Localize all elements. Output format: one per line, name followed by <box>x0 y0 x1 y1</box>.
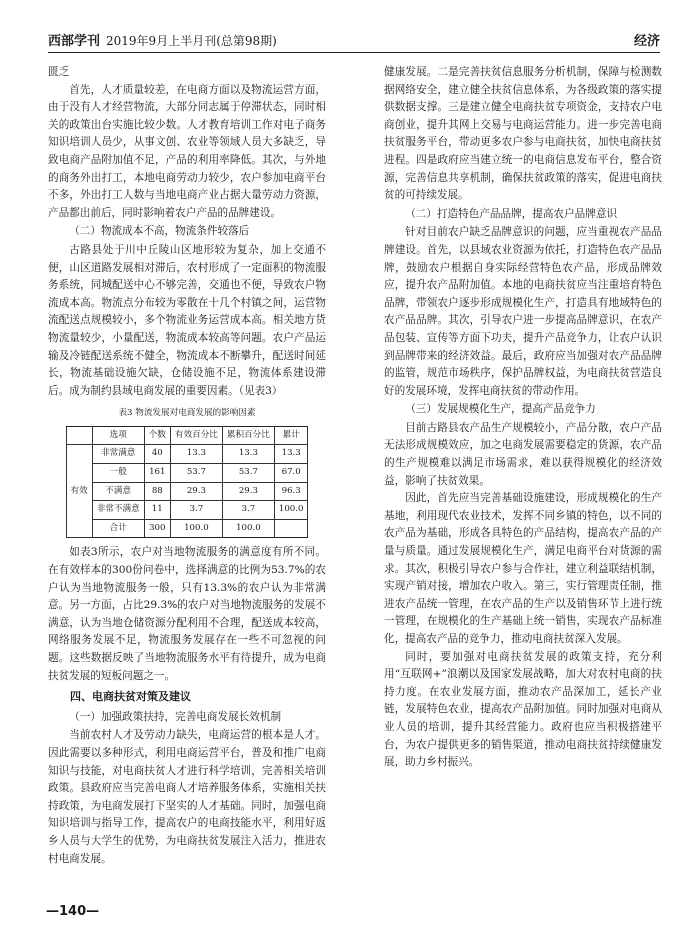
subsection-heading: （三）发展规模化生产，提高产品竞争力 <box>405 403 596 416</box>
table-cell: 3.7 <box>222 501 274 520</box>
table-cell: 合计 <box>92 519 144 538</box>
table-cell: 67.0 <box>274 464 308 483</box>
table-header-cell: 选项 <box>92 426 144 445</box>
table-cell: 13.3 <box>222 445 274 464</box>
subsection-heading: （一）加强政策扶持，完善电商发展长效机制 <box>69 710 282 723</box>
left-column <box>48 64 326 868</box>
table-cell <box>274 519 308 538</box>
table-cell: 非常满意 <box>92 445 144 464</box>
table-cell: 96.3 <box>274 482 308 501</box>
section-label: 经济 <box>633 34 660 49</box>
table-cell: 100.0 <box>170 519 222 538</box>
table-header-row <box>66 426 308 445</box>
table-caption: 表3 物流发展对电商发展的影响因素 <box>118 408 256 419</box>
paragraph: 首先，人才质量较差，在电商方面以及物流运营方面，由于没有人才经营物流，大部分同志属于停滞状态，同时相关的政策出台实施比较少数。人才教育培训工作对电子商务知识培训人员少，从事文创、农业等领域人员大多缺乏，导致电商产品附加值不足，产品的利用率降低。其次，与外地的商务外出打工，本地电商劳动力较少，农户参加电商平台不多，外出打工人数与当地电商产业占据大量劳动力资源，产品都出前后，同时影响着农户产品的品牌建设。 <box>48 83 326 219</box>
table-row <box>66 482 308 501</box>
paragraph: 如表3所示，农户对当地物流服务的满意度有所不同。在有效样本的300份问卷中，选择满意的比例为53.7%的农户认为当地物流服务一般，只有13.3%的农户认为非常满意。另一方面，占比29.3%的农户对当地物流服务的发展不满意，认为当地仓储资源分配利用不合理，配送成本较高，网络服务发展不足，物流服务发展存在一些不可忽视的问题。这些数据反映了当地物流服务水平有待提升，成为电商扶贫发展的短板问题之一。 <box>48 546 326 682</box>
table-row <box>66 445 308 464</box>
table-cell: 300 <box>144 519 170 538</box>
subsection-heading: （二）物流成本不高，物流条件较落后 <box>69 225 250 238</box>
table-cell: 一般 <box>92 464 144 483</box>
page-number: —140— <box>46 904 100 919</box>
table-group-cell: 有效 <box>66 445 92 538</box>
table-cell: 88 <box>144 482 170 501</box>
paragraph: 目前古路县农产品生产规模较小，产品分散，农户产品无法形成规模效应，加之电商发展需要稳定的货源，农产品的生产规模难以满足市场需求，难以获得规模化的经济效益，影响了扶贫效果。 <box>384 421 662 487</box>
table-header-cell: 有效百分比 <box>170 426 222 445</box>
subsection-heading: （二）打造特色产品品牌，提高农户品牌意识 <box>405 207 618 220</box>
table-cell: 13.3 <box>274 445 308 464</box>
table-cell: 3.7 <box>170 501 222 520</box>
journal-info <box>48 30 277 49</box>
table-cell: 29.3 <box>222 482 274 501</box>
paragraph: 针对目前农户缺乏品牌意识的问题，应当重视农产品品牌建设。首先，以县域农业资源为依托，打造特色农产品品牌，鼓励农户根据自身实际经营特色农产品，形成品牌效应，提升农产品附加值。本地的电商扶贫应当注重培育特色品牌，带领农户逐步形成规模化生产，打造具有地域特色的农产品品牌。其次，引导农户进一步提高品牌意识，在农产品包装、宣传等方面下功夫，提升产品竞争力，让农户认识到品牌带来的经济效益。最后，政府应当加强对农产品品牌的监管，规范市场秩序，保护品牌权益，为电商扶贫营造良好的发展环境，发挥电商扶贫的带动作用。 <box>384 226 662 397</box>
paragraph: 当前农村人才及劳动力缺失，电商运营的根本是人才。因此需要以多种形式，利用电商运营平台，普及和推广电商知识与技能，对电商扶贫人才进行科学培训，完善相关培训政策。县政府应当完善电商人才培养服务体系，实施相关扶持政策，为电商发展打下坚实的人才基础。同时，加强电商知识培训与指导工作，提高农户的电商技能水平，利用好返乡人员与大学生的优势，为电商扶贫发展注入活力，推进农村电商发展。 <box>48 729 326 865</box>
table-row <box>66 519 308 538</box>
journal-name: 西部学刊 <box>48 34 101 49</box>
table-row <box>66 501 308 520</box>
paragraph: 古路县处于川中丘陵山区地形较为复杂，加上交通不便，山区道路发展相对滞后，农村形成了一定面积的物流服务系统，同城配送中心不够完善，交通也不便，导致农户物流成本高。物流点分布较为零散在十几个村镇之间，运营物流配送点规模较小，多个物流业务运营成本高。相关地方货物流量较少，小量配送，物流成本较高等问题。农户产品运输及冷链配送系统不健全，物流成本不断攀升，配送时间延长，物流基础设施欠缺，仓储设施不足，物流体系建设滞后。成为制约县域电商发展的重要因素。（见表3） <box>48 243 326 397</box>
issue-info: 2019年9月上半月刊(总第98期) <box>106 34 277 48</box>
table-header-cell: 累积百分比 <box>222 426 274 445</box>
section-heading: 四、电商扶贫对策及建议 <box>70 690 191 704</box>
table-cell: 53.7 <box>170 464 222 483</box>
table-cell: 11 <box>144 501 170 520</box>
table-cell: 100.0 <box>222 519 274 538</box>
table-header-cell: 个数 <box>144 426 170 445</box>
table-cell: 100.0 <box>274 501 308 520</box>
table-cell: 29.3 <box>170 482 222 501</box>
table-cell: 161 <box>144 464 170 483</box>
right-column <box>384 64 662 772</box>
paragraph: 同时，要加强对电商扶贫发展的政策支持，充分利用“互联网+”浪潮以及国家发展战略，加大对农村电商的扶持力度。在农业发展方面，推动农产品深加工，延长产业链，发展特色农业，提高农产品附加值。同时加强对电商从业人员的培训，提升其经营能力。政府也应当积极搭建平台，为农户提供更多的销售渠道，推动电商扶贫持续健康发展，助力乡村振兴。 <box>384 650 662 769</box>
table-header-cell: 累计 <box>274 426 308 445</box>
paragraph: 因此，首先应当完善基础设施建设，形成规模化的生产基地，利用现代农业技术，发挥不同乡镇的特色，以不同的农产品为基础，形成各具特色的产品结构，提高农产品的产量与质量。通过发展规模化生产，满足电商平台对货源的需求。其次，积极引导农户参与合作社，建立利益联结机制，实现产销对接，增加农户收入。第三，实行管理责任制，推进农产品统一管理，在农产品的生产以及销售环节上进行统一管理，在规模化的生产基础上统一销售，实现农产品标准化，提高农产品的竞争力，推动电商扶贫深入发展。 <box>384 492 662 645</box>
table-cell: 40 <box>144 445 170 464</box>
table-cell: 53.7 <box>222 464 274 483</box>
table-header-cell <box>66 426 92 445</box>
page-header <box>48 26 660 53</box>
table-cell: 不满意 <box>92 482 144 501</box>
table-cell: 13.3 <box>170 445 222 464</box>
survey-table <box>66 426 309 539</box>
paragraph: 匮乏 <box>48 66 70 78</box>
paragraph: 健康发展。二是完善扶贫信息服务分析机制，保障与检测数据网络安全，建立健全扶贫信息体系，为各级政策的落实提供数据支撑。三是建立健全电商扶贫专项资金，支持农户电商创业，提升其网上交易与电商运营能力。进一步完善电商扶贫服务平台，带动更多农户参与电商扶贫，加快电商扶贫进程。四是政府应当建立统一的电商信息发布平台，整合资源，完善信息共享机制，确保扶贫政策的落实，促进电商扶贫的可持续发展。 <box>384 66 662 202</box>
table-cell: 非常不满意 <box>92 501 144 520</box>
table-row <box>66 464 308 483</box>
